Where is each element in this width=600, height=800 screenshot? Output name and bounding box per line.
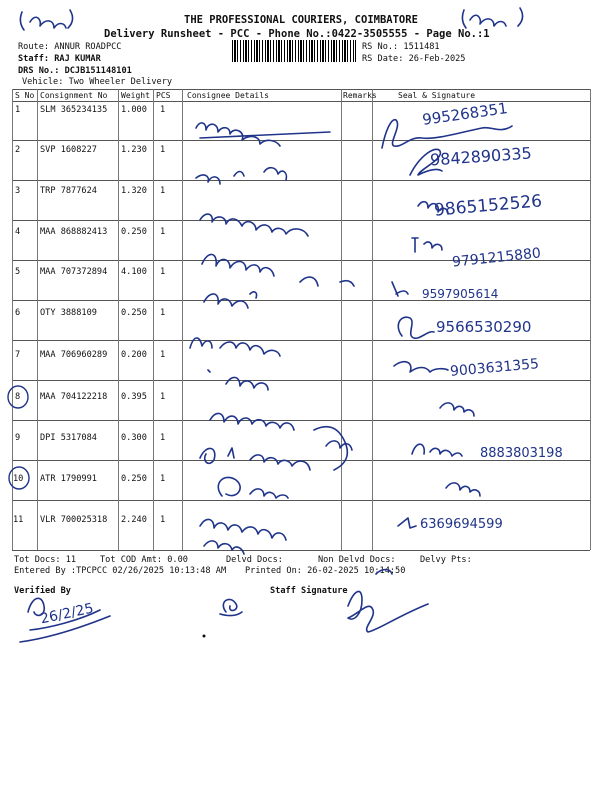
row-pcs: 1 xyxy=(160,350,166,360)
handwritten-phone: 9842890335 xyxy=(429,143,533,170)
rs-date: RS Date: 26-Feb-2025 xyxy=(362,54,466,64)
row-sno: 6 xyxy=(15,308,21,318)
delivered-docs: Delvd Docs: xyxy=(226,555,283,565)
row-consignment: VLR 700025318 xyxy=(40,515,108,525)
row-sno: 10 xyxy=(13,474,24,484)
row-sno: 7 xyxy=(15,350,21,360)
row-sno: 4 xyxy=(15,227,21,237)
row-consignment: SVP 1608227 xyxy=(40,145,97,155)
row-weight: 0.395 xyxy=(121,392,147,402)
runsheet-subtitle: Delivery Runsheet - PCC - Phone No.:0422-3505555 - Page No.:1 xyxy=(104,28,490,40)
row-pcs: 1 xyxy=(160,474,166,484)
handwritten-phone: 9791215880 xyxy=(451,245,542,271)
handwritten-phone: 995268351 xyxy=(421,99,509,129)
row-sno: 11 xyxy=(13,515,24,525)
row-weight: 0.250 xyxy=(121,227,147,237)
row-consignment: MAA 706960289 xyxy=(40,350,108,360)
row-consignment: DPI 5317084 xyxy=(40,433,97,443)
row-sno: 2 xyxy=(15,145,21,155)
handwritten-date: 26/2/25 xyxy=(38,600,96,628)
row-weight: 0.250 xyxy=(121,474,147,484)
row-sno: 5 xyxy=(15,267,21,277)
row-pcs: 1 xyxy=(160,105,166,115)
rs-number: RS No.: 1511481 xyxy=(362,42,440,52)
row-consignment: ATR 1790991 xyxy=(40,474,97,484)
non-delivered-docs: Non Delvd Docs: xyxy=(318,555,396,565)
row-sno: 9 xyxy=(15,433,21,443)
row-weight: 1.230 xyxy=(121,145,147,155)
staff-field: Staff: RAJ KUMAR xyxy=(18,54,101,64)
handwritten-phone: 9865152526 xyxy=(433,191,543,221)
row-pcs: 1 xyxy=(160,433,166,443)
handwritten-phone: 9003631355 xyxy=(449,356,540,380)
corner-note-right xyxy=(462,8,522,28)
row-weight: 4.100 xyxy=(121,267,147,277)
total-cod: Tot COD Amt: 0.00 xyxy=(100,555,188,565)
drs-number: DRS No.: DCJB151148101 xyxy=(18,66,132,76)
row-pcs: 1 xyxy=(160,227,166,237)
row-weight: 1.320 xyxy=(121,186,147,196)
printed-on: Printed On: 26-02-2025 10:14:50 xyxy=(245,566,406,576)
row-consignment: MAA 868882413 xyxy=(40,227,108,237)
row-weight: 0.250 xyxy=(121,308,147,318)
row-sno: 3 xyxy=(15,186,21,196)
barcode xyxy=(232,40,356,62)
row-pcs: 1 xyxy=(160,267,166,277)
row-consignment: SLM 365234135 xyxy=(40,105,108,115)
row-sno: 1 xyxy=(15,105,21,115)
row-pcs: 1 xyxy=(160,392,166,402)
col-header-pcs: PCS xyxy=(156,91,171,100)
entered-by: Entered By :TPCPCC 02/26/2025 10:13:48 AM xyxy=(14,566,227,576)
row-weight: 0.200 xyxy=(121,350,147,360)
col-header-seal: Seal & Signature xyxy=(398,91,476,100)
col-header-consignment: Consignment No xyxy=(40,91,108,100)
row-consignment: MAA 704122218 xyxy=(40,392,108,402)
row-pcs: 1 xyxy=(160,515,166,525)
handwritten-phone: 9597905614 xyxy=(422,287,499,301)
row-weight: 0.300 xyxy=(121,433,147,443)
row-weight: 2.240 xyxy=(121,515,147,525)
vehicle-field: Vehicle: Two Wheeler Delivery xyxy=(22,77,173,87)
total-docs: Tot Docs: 11 xyxy=(14,555,77,565)
col-header-consignee: Consignee Details xyxy=(187,91,269,100)
row-consignment: TRP 7877624 xyxy=(40,186,97,196)
row-pcs: 1 xyxy=(160,145,166,155)
verified-by-label: Verified By xyxy=(14,586,71,596)
row-consignment: MAA 707372894 xyxy=(40,267,108,277)
handwritten-phone: 8883803198 xyxy=(480,446,563,461)
handwritten-phone: 9566530290 xyxy=(436,318,532,336)
col-header-sno: S No xyxy=(15,91,35,100)
route-field: Route: ANNUR ROADPCC xyxy=(18,42,122,52)
delivery-points: Delvy Pts: xyxy=(420,555,472,565)
corner-note-left xyxy=(20,10,72,30)
row-pcs: 1 xyxy=(160,308,166,318)
col-header-remarks: Remarks xyxy=(343,91,377,100)
row-pcs: 1 xyxy=(160,186,166,196)
staff-signature-label: Staff Signature xyxy=(270,586,348,596)
company-title: THE PROFESSIONAL COURIERS, COIMBATORE xyxy=(184,14,418,26)
row-weight: 1.000 xyxy=(121,105,147,115)
col-header-weight: Weight xyxy=(121,91,150,100)
row-sno: 8 xyxy=(15,392,21,402)
handwritten-phone: 6369694599 xyxy=(420,517,503,532)
row-consignment: OTY 3888109 xyxy=(40,308,97,318)
